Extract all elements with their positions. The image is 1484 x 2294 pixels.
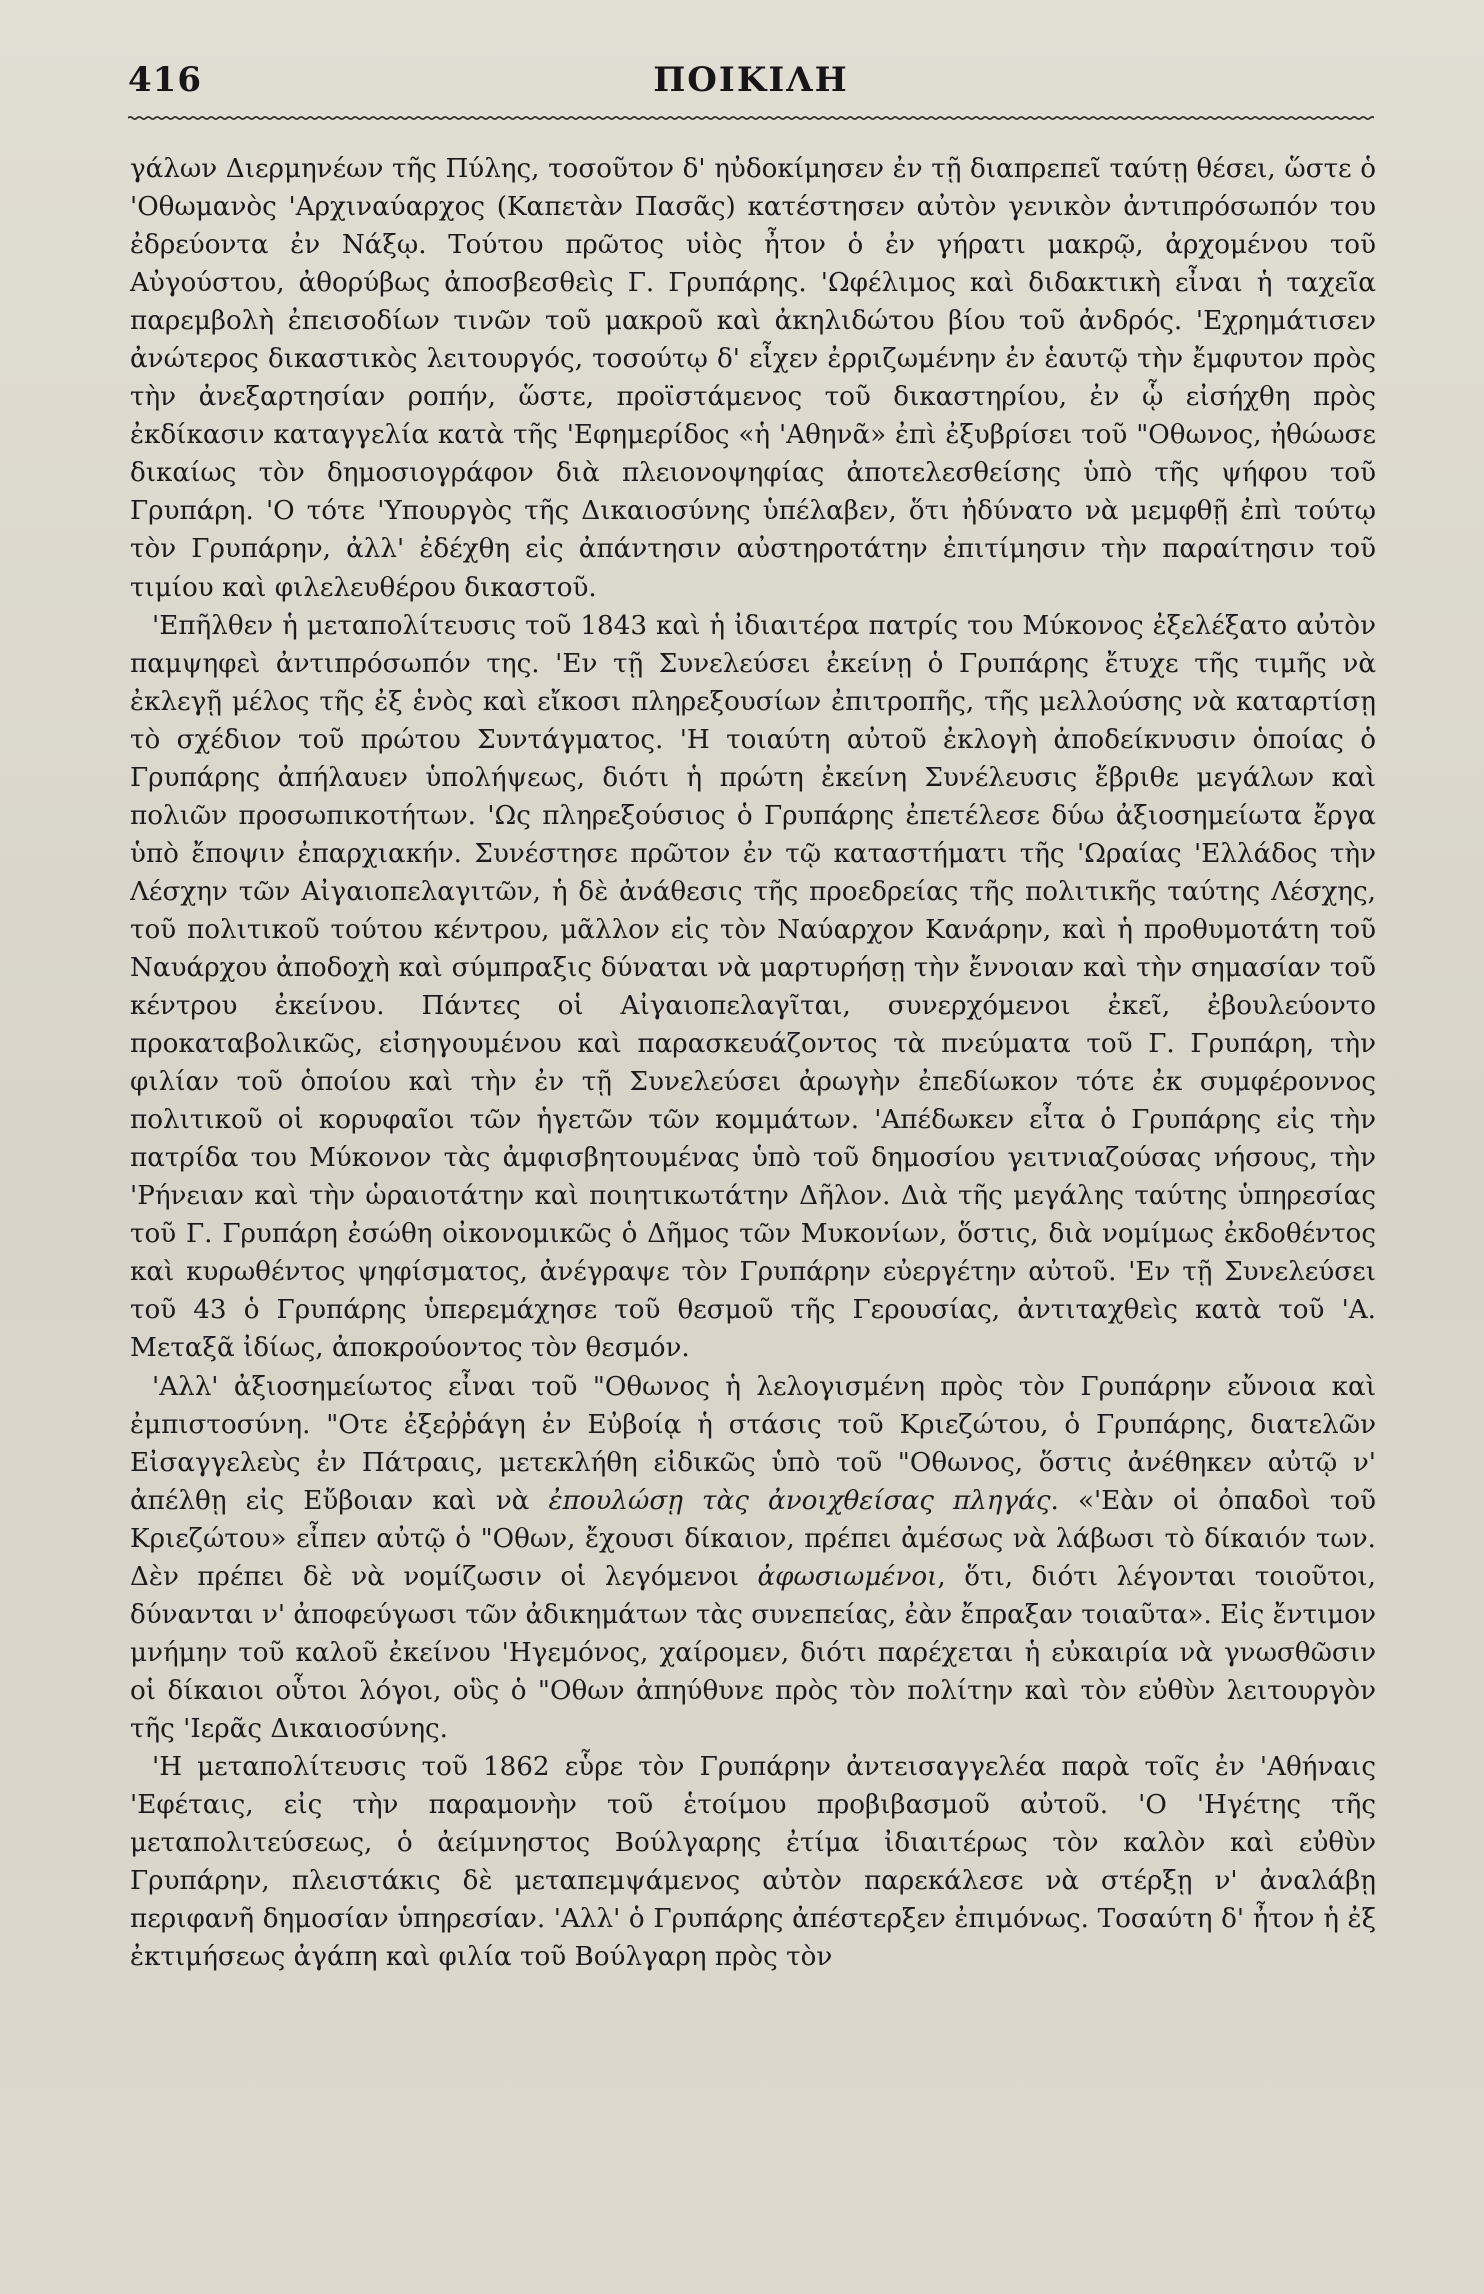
paragraph — [130, 1368, 1376, 1748]
text-run: 'Η μεταπολίτευσις τοῦ 1862 εὗρε τὸν Γρυπάρην ἀντεισαγγελέα παρὰ τοῖς ἐν 'Αθήναις 'Εφέταις, εἰς τὴν παραμονὴν τοῦ ἑτοίμου προβιβασμοῦ αὐτοῦ. 'Ο 'Ηγέτης τῆς μεταπολιτεύσεως, ὁ ἀείμνηστος Βούλγαρης ἐτίμα ἰδιαιτέρως τὸν καλὸν καὶ εὐθὺν Γρυπάρην, πλειστάκις δὲ μεταπεμψάμενος αὐτὸν παρεκάλεσε νὰ στέρξῃ ν' ἀναλάβῃ περιφανῆ δημοσίαν ὑπηρεσίαν. 'Αλλ' ὁ Γρυπάρης ἀπέστερξεν ἐπιμόνως. Τοσαύτη δ' ἦτον ἡ ἐξ ἐκτιμήσεως ἀγάπη καὶ φιλία τοῦ Βούλγαρη πρὸς τὸν — [130, 1751, 1376, 1973]
text-run: 'Επῆλθεν ἡ μεταπολίτευσις τοῦ 1843 καὶ ἡ ἰδιαιτέρα πατρίς του Μύκονος ἐξελέξατο αὐτὸν παμψηφεὶ ἀντιπρόσωπόν της. 'Εν τῇ Συνελεύσει ἐκείνῃ ὁ Γρυπάρης ἔτυχε τῆς τιμῆς νὰ ἐκλεγῇ μέλος τῆς ἐξ ἑνὸς καὶ εἴκοσι πληρεξουσίων ἐπιτροπῆς, τῆς μελλούσης νὰ καταρτίσῃ τὸ σχέδιον τοῦ πρώτου Συντάγματος. 'Η τοιαύτη αὐτοῦ ἐκλογὴ ἀποδείκνυσιν ὁποίας ὁ Γρυπάρης ἀπήλαυεν ὑπολήψεως, διότι ἡ πρώτη ἐκείνη Συνέλευσις ἔβριθε μεγάλων καὶ πολιῶν προσωπικοτήτων. 'Ως πληρεξούσιος ὁ Γρυπάρης ἐπετέλεσε δύω ἀξιοσημείωτα ἔργα ὑπὸ ἔποψιν ἐπαρχιακήν. Συνέστησε πρῶτον ἐν τῷ καταστήματι τῆς 'Ωραίας 'Ελλάδος τὴν Λέσχην τῶν Αἰγαιοπελαγιτῶν, ἡ δὲ ἀνάθεσις τῆς προεδρείας τῆς πολιτικῆς ταύτης Λέσχης, τοῦ πολιτικοῦ τούτου κέντρου, μᾶλλον εἰς τὸν Ναύαρχον Κανάρην, καὶ ἡ προθυμοτάτη τοῦ Ναυάρχου ἀποδοχὴ καὶ σύμπραξις δύναται νὰ μαρτυρήσῃ τὴν ἔννοιαν καὶ τὴν σημασίαν τοῦ κέντρου ἐκείνου. Πάντες οἱ Αἰγαιοπελαγῖται, συνερχόμενοι ἐκεῖ, ἐβουλεύοντο προκαταβολικῶς, εἰσηγουμένου καὶ παρασκευάζοντος τὰ πνεύματα τοῦ Γ. Γρυπάρη, τὴν φιλίαν τοῦ ὁποίου καὶ τὴν ἐν τῇ Συνελεύσει ἀρωγὴν ἐπεδίωκον τότε ἐκ συμφέροννος πολιτικοῦ οἱ κορυφαῖοι τῶν ἡγετῶν τῶν κομμάτων. 'Απέδωκεν εἶτα ὁ Γρυπάρης εἰς τὴν πατρίδα του Μύκονον τὰς ἀμφισβητουμένας ὑπὸ τοῦ δημοσίου γειτνιαζούσας νήσους, τὴν 'Ρήνειαν καὶ τὴν ὡραιοτάτην καὶ ποιητικωτάτην Δῆλον. Διὰ τῆς μεγάλης ταύτης ὑπηρεσίας τοῦ Γ. Γρυπάρη ἐσώθη οἰκονομικῶς ὁ Δῆμος τῶν Μυκονίων, ὅστις, διὰ νομίμως ἐκδοθέντος καὶ κυρωθέντος ψηφίσματος, ἀνέγραψε τὸν Γρυπάρην εὐεργέτην αὐτοῦ. 'Εν τῇ Συνελεύσει τοῦ 43 ὁ Γρυπάρης ὑπερεμάχησε τοῦ θεσμοῦ τῆς Γερουσίας, ἀντιταχθεὶς κατὰ τοῦ 'Α. Μεταξᾶ ἰδίως, ἀποκρούοντος τὸν θεσμόν. — [130, 610, 1376, 1364]
body-text — [130, 150, 1376, 2250]
paragraph — [130, 150, 1376, 607]
text-run: . «'Εὰν οἱ ὀπαδοὶ τοῦ Κριεζώτου» εἶπεν αὐτῷ ὁ "Οθων, ἔχουσι δίκαιον, πρέπει ἀμέσως νὰ λάβωσι τὸ δίκαιόν των. Δὲν πρέπει δὲ νὰ νομίζωσιν οἱ λεγόμενοι — [130, 1485, 1376, 1592]
running-title: ΠΟΙΚΙΛΗ — [653, 60, 849, 100]
paragraph — [130, 607, 1376, 1368]
text-run: γάλων Διερμηνέων τῆς Πύλης, τοσοῦτον δ' ηὐδοκίμησεν ἐν τῇ διαπρεπεῖ ταύτῃ θέσει, ὥστε ὁ 'Οθωμανὸς 'Αρχιναύαρχος (Καπετὰν Πασᾶς) κατέστησεν αὐτὸν γενικὸν ἀντιπρόσωπόν του ἐδρεύοντα ἐν Νάξῳ. Τούτου πρῶτος υἱὸς ἦτον ὁ ἐν γήρατι μακρῷ, ἀρχομένου τοῦ Αὐγούστου, ἀθορύβως ἀποσβεσθεὶς Γ. Γρυπάρης. 'Ωφέλιμος καὶ διδακτικὴ εἶναι ἡ ταχεῖα παρεμβολὴ ἐπεισοδίων τινῶν τοῦ μακροῦ καὶ ἀκηλιδώτου βίου τοῦ ἀνδρός. 'Εχρημάτισεν ἀνώτερος δικαστικὸς λειτουργός, τοσούτῳ δ' εἶχεν ἐρριζωμένην ἐν ἑαυτῷ τὴν ἔμφυτον πρὸς τὴν ἀνεξαρτησίαν ροπήν, ὥστε, προϊστάμενος τοῦ δικαστηρίου, ἐν ᾧ εἰσήχθη πρὸς ἐκδίκασιν καταγγελία κατὰ τῆς 'Εφημερίδος «ἡ 'Αθηνᾶ» ἐπὶ ἐξυβρίσει τοῦ "Οθωνος, ἠθώωσε δικαίως τὸν δημοσιογράφον διὰ πλειονοψηφίας ἀποτελεσθείσης ὑπὸ τῆς ψήφου τοῦ Γρυπάρη. 'Ο τότε 'Υπουργὸς τῆς Δικαιοσύνης ὑπέλαβεν, ὅτι ἠδύνατο νὰ μεμφθῇ ἐπὶ τούτῳ τὸν Γρυπάρην, ἀλλ' ἐδέχθη εἰς ἀπάντησιν αὐστηροτάτην ἐπιτίμησιν τὴν παραίτησιν τοῦ τιμίου καὶ φιλελευθέρου δικαστοῦ. — [130, 154, 1376, 603]
text-run: , ὅτι, διότι λέγονται τοιοῦτοι, δύνανται ν' ἀποφεύγωσι τῶν ἀδικημάτων τὰς συνεπείας, ἐὰν ἔπραξαν τοιαῦτα». Εἰς ἔντιμον μνήμην τοῦ καλοῦ ἐκείνου 'Ηγεμόνος, χαίρομεν, διότι παρέχεται ἡ εὐκαιρία νὰ γνωσθῶσιν οἱ δίκαιοι οὗτοι λόγοι, οὓς ὁ "Οθων ἀπηύθυνε πρὸς τὸν πολίτην καὶ τὸν εὐθὺν λειτουργὸν τῆς 'Ιερᾶς Δικαιοσύνης. — [130, 1561, 1376, 1744]
paragraph — [130, 1748, 1376, 1976]
page-number: 416 — [128, 60, 202, 100]
text-run: 'Αλλ' ἀξιοσημείωτος εἶναι τοῦ "Οθωνος ἡ λελογισμένη πρὸς τὸν Γρυπάρην εὔνοια καὶ ἐμπιστοσύνη. "Οτε ἐξεῤῥάγη ἐν Εὐβοίᾳ ἡ στάσις τοῦ Κριεζώτου, ὁ Γρυπάρης, διατελῶν Εἰσαγγελεὺς ἐν Πάτραις, μετεκλήθη εἰδικῶς ὑπὸ τοῦ "Οθωνος, ὅστις ἀνέθηκεν αὐτῷ ν' ἀπέλθῃ εἰς Εὔβοιαν καὶ νὰ — [130, 1371, 1376, 1516]
italic-phrase: ἐπουλώσῃ τὰς ἀνοιχθείσας πληγάς — [548, 1485, 1051, 1516]
italic-phrase: ἀφωσιωμένοι — [757, 1561, 938, 1592]
ornamental-rule — [128, 112, 1374, 124]
